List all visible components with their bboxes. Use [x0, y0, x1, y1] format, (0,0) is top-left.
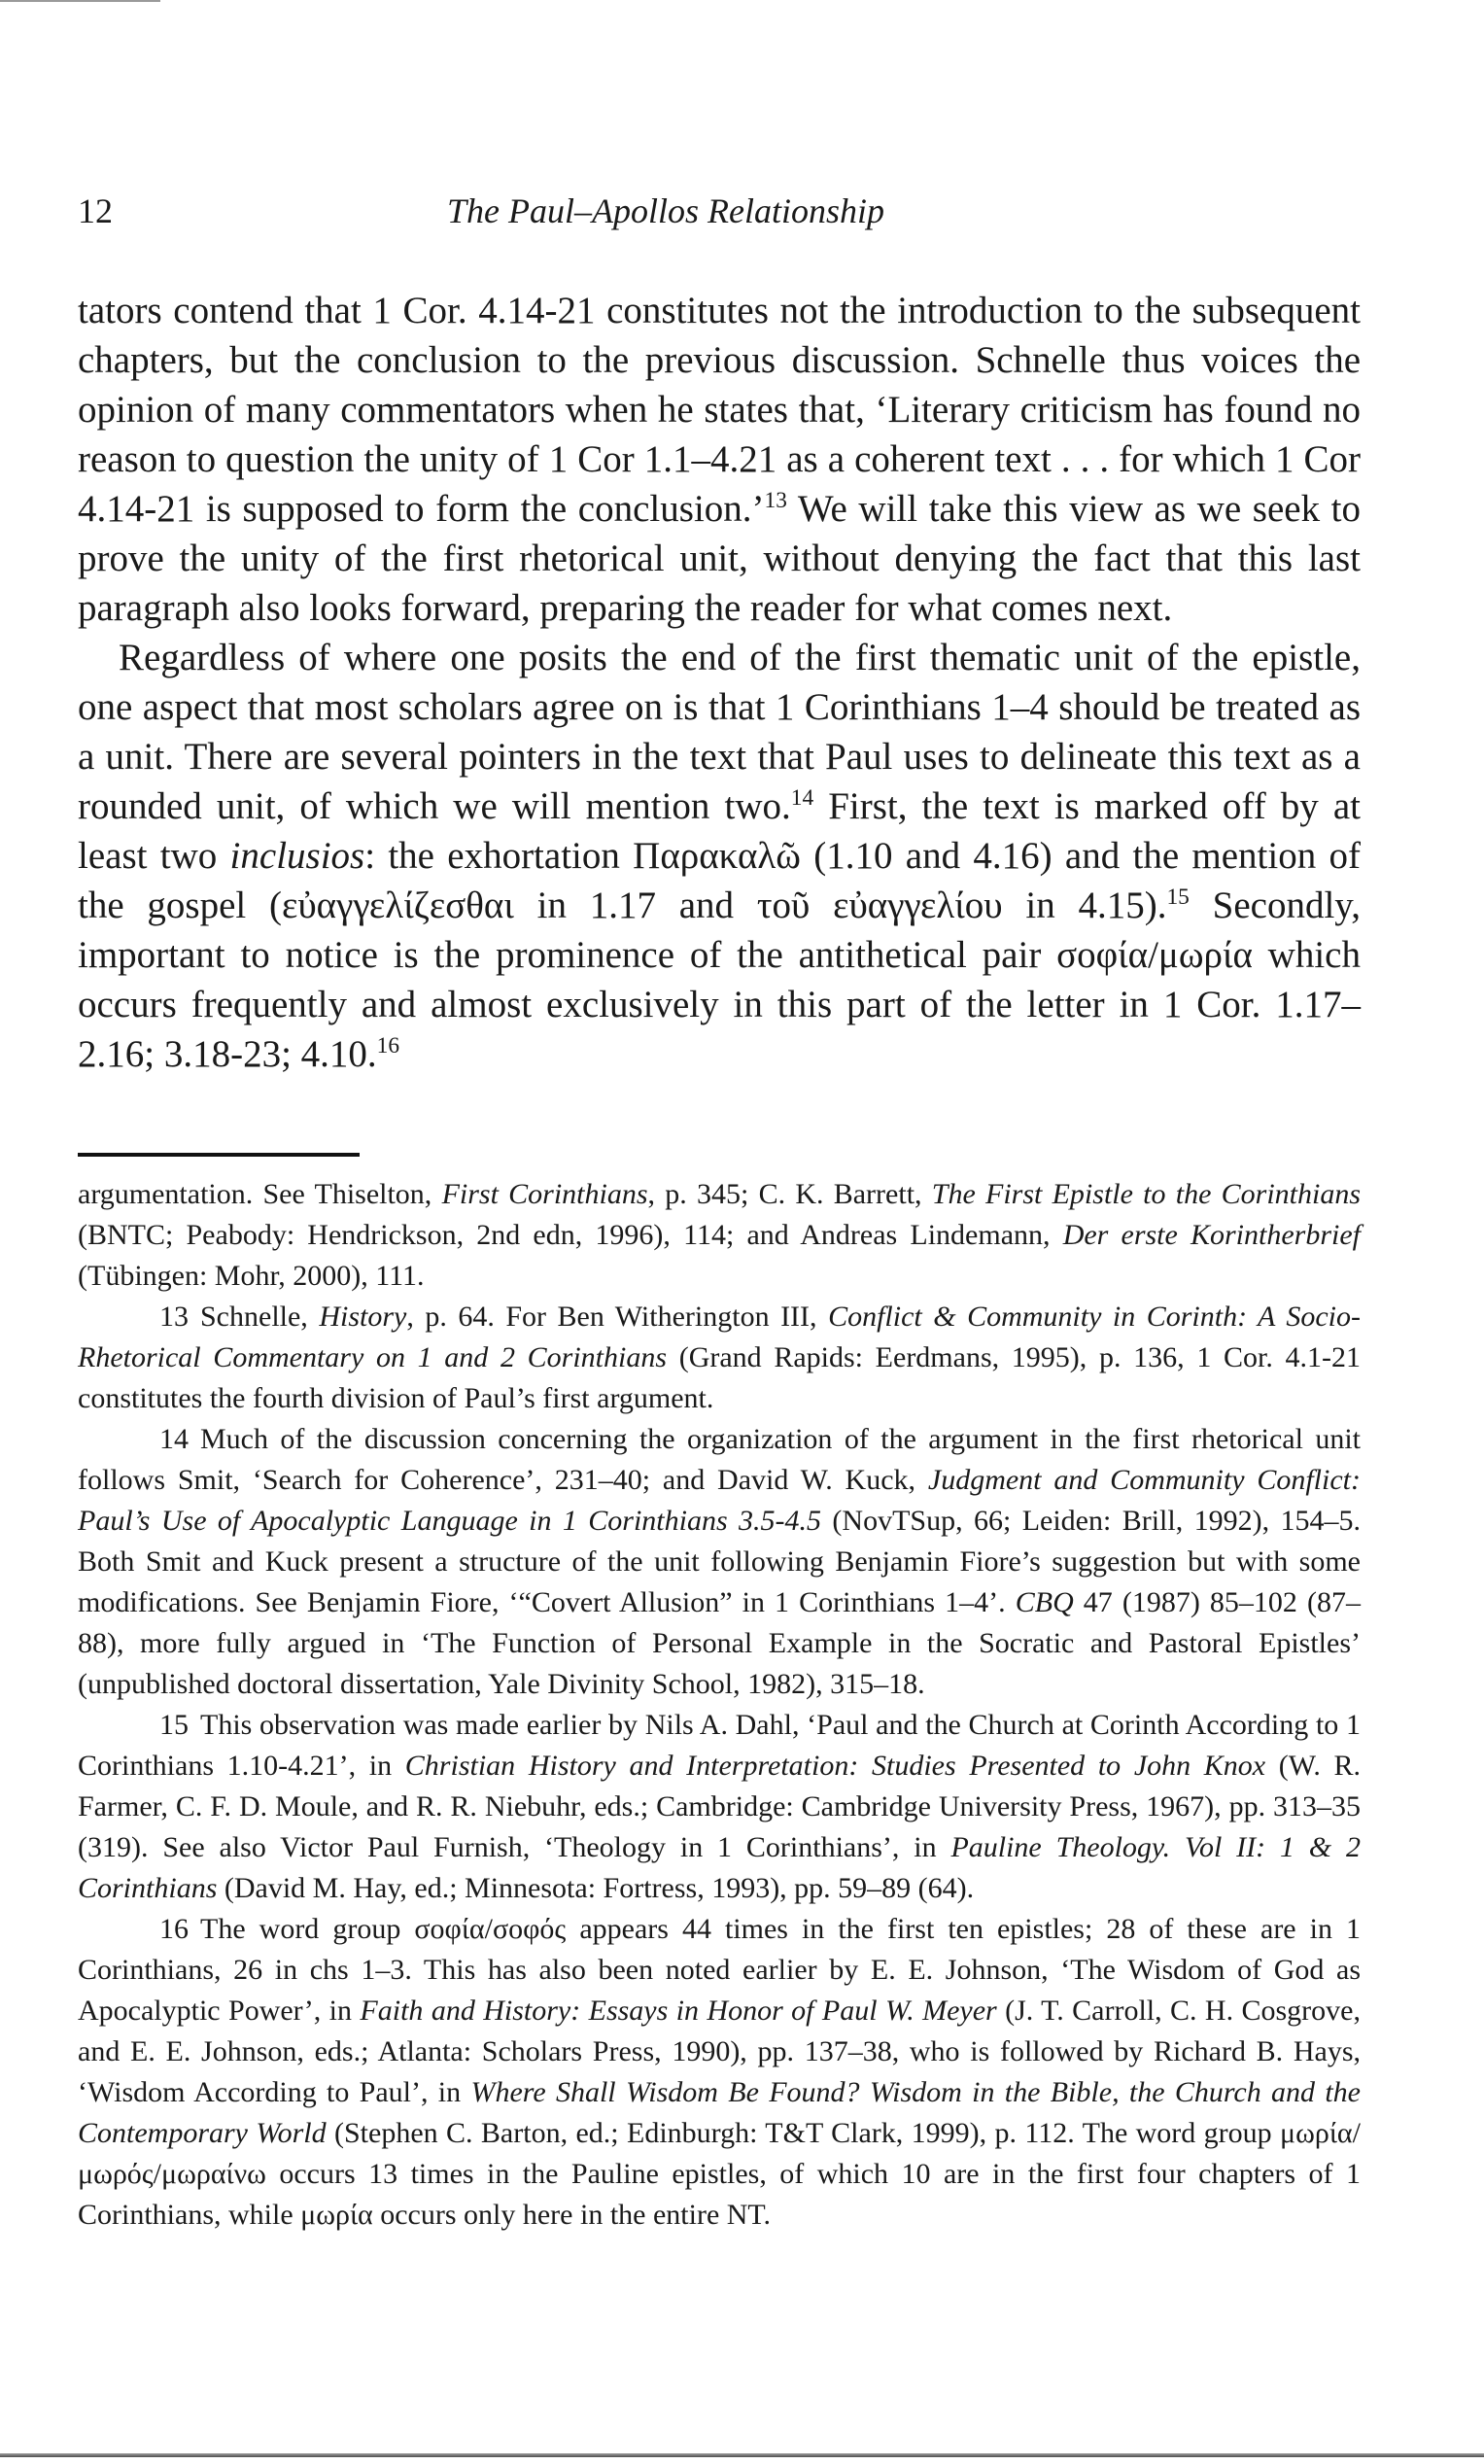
footnote-text: Much of the discussion concerning the organization of the argument in the first rhetorical unit follows Smit, ‘Search for Coherence’, 231–40; and David W. Kuck,: [78, 1423, 1361, 1496]
footnote-title: Conflict & Community in Corinth: A Socio-Rhetorical Commentary on 1 and 2 Corinthians: [78, 1301, 1361, 1373]
footnote-title: CBQ: [1015, 1586, 1074, 1618]
footnote-text: (Grand Rapids: Eerdmans, 1995), p. 136, 1 Cor. 4.1-21 constitutes the fourth division of Paul’s first argument.: [78, 1341, 1361, 1414]
footnote-text: (J. T. Carroll, C. H. Cosgrove, and E. E. Johnson, eds.; Atlanta: Scholars Press, 1990), pp. 137–38, who is followed by Richard B. Hays, ‘Wisdom According to Paul’, in: [78, 1995, 1361, 2108]
page-number: 12: [78, 191, 113, 230]
footnote-number: 15: [159, 1709, 189, 1741]
footnote-text: argumentation. See Thiselton,: [78, 1178, 442, 1210]
footnote-text: (Stephen C. Barton, ed.; Edinburgh: T&T Clark, 1999), p. 112. The word group μωρία/μωρός/μωραίνω occurs 13 times in the Pauline epistles, of which 10 are in the first four chapters of 1 Corinthians, while μωρία occurs only here in the entire NT.: [78, 2117, 1361, 2231]
body-text: [78, 286, 1361, 1079]
footnote-number: 13: [159, 1301, 189, 1333]
paragraph-2-text-c: : the exhortation Παρακαλῶ (1.10 and 4.16) and the mention of the gospel (εὐαγγελίζεσθαι in 1.17 and τοῦ εὐαγγελίου in 4.15).: [78, 835, 1361, 926]
footnote-number: 14: [159, 1423, 189, 1455]
footnote-16: [78, 1909, 1361, 2236]
paragraph-2: [78, 633, 1361, 1079]
footnote-text: , p. 64. For Ben Witherington III,: [406, 1301, 829, 1333]
paragraph-2-text-d: Secondly, important to notice is the prominence of the antithetical pair σοφία/μωρία which occurs frequently and almost exclusively in this part of the letter in 1 Cor. 1.17–2.16; 3.18-23; 4.10.: [78, 885, 1361, 1075]
footnote-text: Schnelle,: [200, 1301, 320, 1333]
paragraph-1: [78, 286, 1361, 633]
scan-edge-bottom: [0, 2453, 1484, 2457]
footnote-title: Faith and History: Essays in Honor of Paul W. Meyer: [360, 1995, 997, 2027]
paragraph-2-text-a: Regardless of where one posits the end of the first thematic unit of the epistle, one aspect that most scholars agree on is that 1 Corinthians 1–4 should be treated as a unit. There are several pointers in the text that Paul uses to delineate this text as a rounded unit, of which we will mention two.: [78, 637, 1361, 827]
book-page: [78, 192, 1361, 2236]
footnote-text: (NovTSup, 66; Leiden: Brill, 1992), 154–5. Both Smit and Kuck present a structure of the unit following Benjamin Fiore’s suggestion but with some modifications. See Benjamin Fiore, ‘“Covert Allusion” in 1 Corinthians 1–4’.: [78, 1505, 1361, 1618]
footnote-title: Der erste Korintherbrief: [1062, 1219, 1361, 1251]
footnote-separator: [78, 1153, 360, 1157]
footnote-title: Christian History and Interpretation: Studies Presented to John Knox: [404, 1750, 1266, 1782]
footnote-ref-13: 13: [764, 488, 787, 513]
paragraph-1-text-b: We will take this view as we seek to prove the unity of the first rhetorical unit, without denying the fact that this last paragraph also looks forward, preparing the reader for what comes next.: [78, 488, 1362, 629]
paragraph-1-text-a: tators contend that 1 Cor. 4.14-21 constitutes not the introduction to the subsequent chapters, but the conclusion to the previous discussion. Schnelle thus voices the opinion of many commentators when he states that, ‘Literary criticism has found no reason to question the unity of 1 Cor 1.1–4.21 as a coherent text . . . for which 1 Cor 4.14-21 is supposed to form the conclusion.’: [78, 290, 1361, 530]
footnotes: [78, 1174, 1361, 2236]
footnote-13: [78, 1297, 1361, 1419]
scan-edge-top: [0, 0, 160, 2]
running-title: The Paul–Apollos Relationship: [447, 191, 884, 230]
footnote-title: Pauline Theology. Vol II: 1 & 2 Corinthians: [78, 1831, 1361, 1904]
footnote-text: (W. R. Farmer, C. F. D. Moule, and R. R. Niebuhr, eds.; Cambridge: Cambridge University Press, 1967), pp. 313–35 (319). See also Victor Paul Furnish, ‘Theology in 1 Corinthians’, in: [78, 1750, 1362, 1863]
paragraph-2-text-b: First, the text is marked off by at least two: [78, 785, 1361, 877]
footnote-text: (Tübingen: Mohr, 2000), 111.: [78, 1260, 425, 1292]
footnote-title: Judgment and Community Conflict: Paul’s Use of Apocalyptic Language in 1 Corinthians 3.5-4.5: [78, 1464, 1361, 1537]
footnote-14: [78, 1419, 1361, 1705]
footnote-text: 47 (1987) 85–102 (87–88), more fully argued in ‘The Function of Personal Example in the Socratic and Pastoral Epistles’ (unpublished doctoral dissertation, Yale Divinity School, 1982), 315–18.: [78, 1586, 1361, 1700]
footnote-number: 16: [159, 1913, 189, 1945]
footnote-ref-14: 14: [790, 785, 814, 811]
footnote-text: (BNTC; Peabody: Hendrickson, 2nd edn, 1996), 114; and Andreas Lindemann,: [78, 1219, 1063, 1251]
footnote-ref-16: 16: [376, 1033, 400, 1058]
footnote-title: Where Shall Wisdom Be Found? Wisdom in the Bible, the Church and the Contemporary World: [78, 2076, 1361, 2149]
footnote-text: The word group σοφία/σοφός appears 44 times in the first ten epistles; 28 of these are in 1 Corinthians, 26 in chs 1–3. This has also been noted earlier by E. E. Johnson, ‘The Wisdom of God as Apocalyptic Power’, in: [78, 1913, 1361, 2027]
footnote-continuation: [78, 1174, 1361, 1297]
footnote-text: This observation was made earlier by Nils A. Dahl, ‘Paul and the Church at Corinth According to 1 Corinthians 1.10-4.21’, in: [78, 1709, 1361, 1782]
footnote-text: , p. 345; C. K. Barrett,: [647, 1178, 932, 1210]
footnote-15: [78, 1705, 1361, 1909]
footnote-title: First Corinthians: [441, 1178, 648, 1210]
page-header: [78, 192, 1361, 251]
footnote-text: (David M. Hay, ed.; Minnesota: Fortress, 1993), pp. 59–89 (64).: [217, 1872, 975, 1904]
footnote-ref-15: 15: [1166, 885, 1190, 910]
paragraph-2-term-inclusios: inclusios: [229, 835, 365, 877]
footnote-title: The First Epistle to the Corinthians: [931, 1178, 1362, 1210]
footnote-title: History: [319, 1301, 407, 1333]
